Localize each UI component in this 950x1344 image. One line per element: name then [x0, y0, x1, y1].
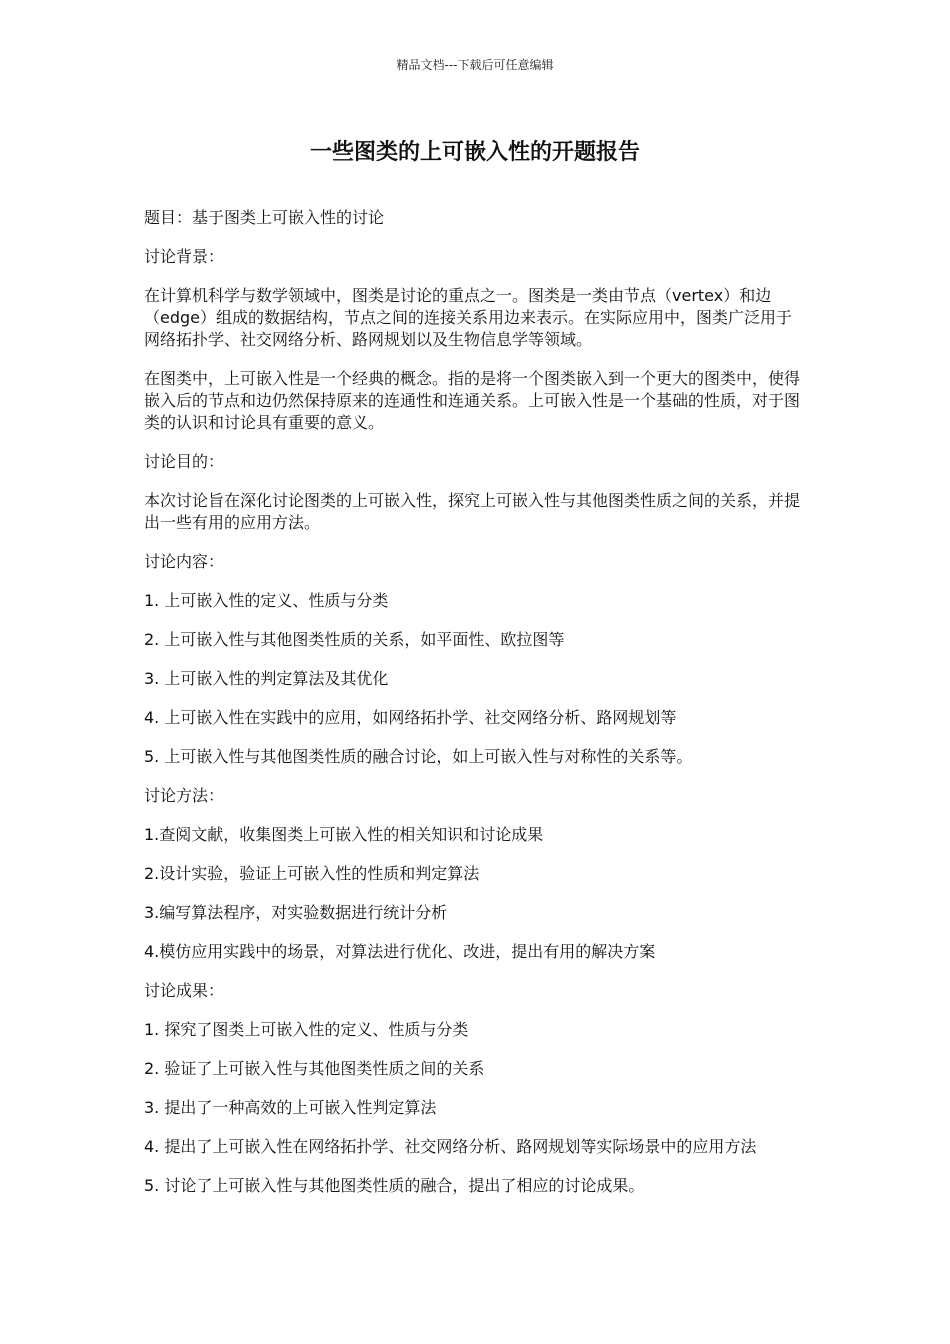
- list-item: 5. 上可嵌入性与其他图类性质的融合讨论，如上可嵌入性与对称性的关系等。: [144, 747, 693, 766]
- list-item: 5. 讨论了上可嵌入性与其他图类性质的融合，提出了相应的讨论成果。: [144, 1176, 645, 1195]
- document-title: 一些图类的上可嵌入性的开题报告: [309, 140, 640, 165]
- list-item: 1. 上可嵌入性的定义、性质与分类: [144, 591, 389, 610]
- list-item: 4.模仿应用实践中的场景，对算法进行优化、改进，提出有用的解决方案: [144, 942, 656, 961]
- topic-line: 题目：基于图类上可嵌入性的讨论: [144, 208, 385, 227]
- section-heading-results: 讨论成果：: [144, 981, 225, 1000]
- background-paragraph-1: 在计算机科学与数学领域中，图类是讨论的重点之一。图类是一类由节点（vertex）和边（edge）组成的数据结构，节点之间的连接关系用边来表示。在实际应用中，图类广泛用于网络拓扑学、社交网络分析、路网规划以及生物信息学等领域。: [144, 286, 793, 349]
- list-item: 1. 探究了图类上可嵌入性的定义、性质与分类: [144, 1020, 469, 1039]
- list-item: 2.设计实验，验证上可嵌入性的性质和判定算法: [144, 864, 480, 883]
- list-item: 3.编写算法程序，对实验数据进行统计分析: [144, 903, 448, 922]
- list-item: 2. 上可嵌入性与其他图类性质的关系，如平面性、欧拉图等: [144, 630, 565, 649]
- section-heading-method: 讨论方法：: [144, 786, 225, 805]
- header-note: 精品文档---下载后可任意编辑: [396, 58, 554, 72]
- list-item: 1.查阅文献，收集图类上可嵌入性的相关知识和讨论成果: [144, 825, 544, 844]
- list-item: 3. 上可嵌入性的判定算法及其优化: [144, 669, 389, 688]
- document-body: [144, 207, 806, 1214]
- background-paragraph-2: 在图类中，上可嵌入性是一个经典的概念。指的是将一个图类嵌入到一个更大的图类中，使得嵌入后的节点和边仍然保持原来的连通性和连通关系。上可嵌入性是一个基础的性质，对于图类的认识和讨论具有重要的意义。: [144, 369, 801, 432]
- list-item: 4. 上可嵌入性在实践中的应用，如网络拓扑学、社交网络分析、路网规划等: [144, 708, 677, 727]
- purpose-paragraph: 本次讨论旨在深化讨论图类的上可嵌入性，探究上可嵌入性与其他图类性质之间的关系，并提出一些有用的应用方法。: [144, 491, 801, 532]
- list-item: 2. 验证了上可嵌入性与其他图类性质之间的关系: [144, 1059, 485, 1078]
- section-heading-purpose: 讨论目的：: [144, 452, 225, 471]
- list-item: 4. 提出了上可嵌入性在网络拓扑学、社交网络分析、路网规划等实际场景中的应用方法: [144, 1137, 757, 1156]
- section-heading-content: 讨论内容：: [144, 552, 225, 571]
- list-item: 3. 提出了一种高效的上可嵌入性判定算法: [144, 1098, 437, 1117]
- section-heading-background: 讨论背景：: [144, 247, 225, 266]
